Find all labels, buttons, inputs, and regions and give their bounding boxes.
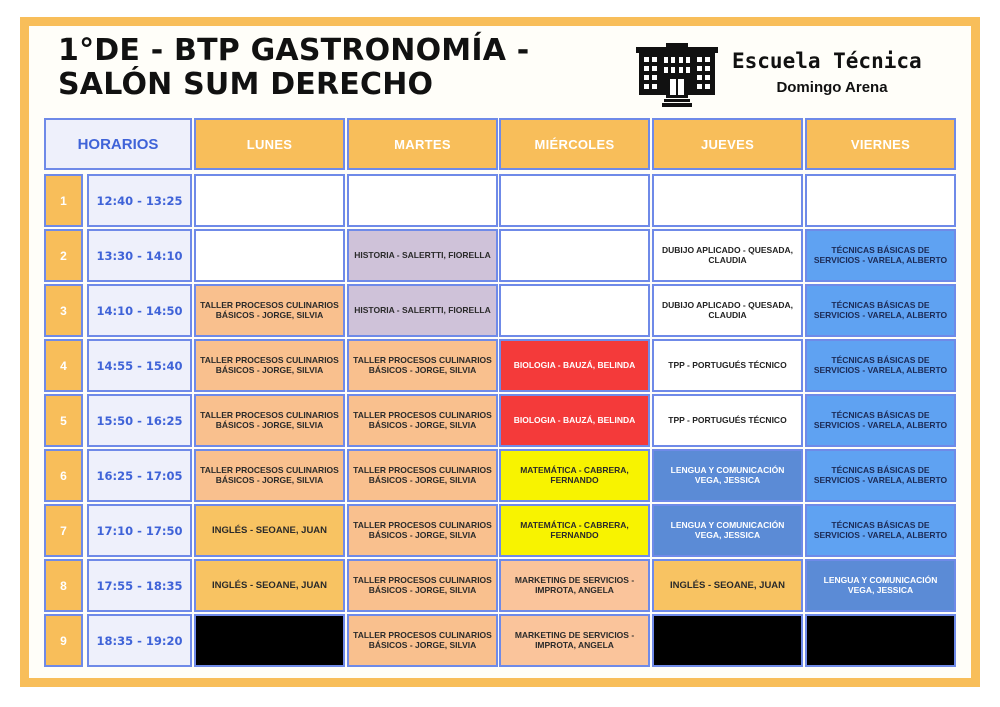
horarios-header: HORARIOS xyxy=(44,118,192,170)
school-subtitle: Domingo Arena xyxy=(776,79,888,96)
school-name: Escuela Técnica xyxy=(732,49,922,73)
period-time: 14:55 - 15:40 xyxy=(87,339,192,392)
schedule-cell: TALLER PROCESOS CULINARIOS BÁSICOS - JORGE, SILVIA xyxy=(194,284,345,337)
schedule-cell: INGLÉS - SEOANE, JUAN xyxy=(652,559,803,612)
schedule-cell: TALLER PROCESOS CULINARIOS BÁSICOS - JORGE, SILVIA xyxy=(347,449,498,502)
schedule-cell: TALLER PROCESOS CULINARIOS BÁSICOS - JORGE, SILVIA xyxy=(194,394,345,447)
schedule-cell: TÉCNICAS BÁSICAS DE SERVICIOS - VARELA, ALBERTO xyxy=(805,339,956,392)
period-number: 6 xyxy=(44,449,83,502)
schedule-cell xyxy=(499,229,650,282)
title-line-1: 1°DE - BTP GASTRONOMÍA - xyxy=(58,33,530,68)
period-number: 7 xyxy=(44,504,83,557)
period-time: 13:30 - 14:10 xyxy=(87,229,192,282)
day-header-jueves: JUEVES xyxy=(652,118,803,170)
schedule-cell: TALLER PROCESOS CULINARIOS BÁSICOS - JORGE, SILVIA xyxy=(347,559,498,612)
schedule-cell xyxy=(652,614,803,667)
period-time: 16:25 - 17:05 xyxy=(87,449,192,502)
schedule-cell: MARKETING DE SERVICIOS - IMPROTA, ANGELA xyxy=(499,559,650,612)
schedule-cell xyxy=(194,614,345,667)
schedule-cell: TÉCNICAS BÁSICAS DE SERVICIOS - VARELA, ALBERTO xyxy=(805,284,956,337)
schedule-cell: LENGUA Y COMUNICACIÓN VEGA, JESSICA xyxy=(805,559,956,612)
period-time: 14:10 - 14:50 xyxy=(87,284,192,337)
schedule-cell: TALLER PROCESOS CULINARIOS BÁSICOS - JORGE, SILVIA xyxy=(347,614,498,667)
day-header-lunes: LUNES xyxy=(194,118,345,170)
schedule-cell: INGLÉS - SEOANE, JUAN xyxy=(194,504,345,557)
schedule-cell xyxy=(805,614,956,667)
schedule-cell: HISTORIA - SALERTTI, FIORELLA xyxy=(347,229,498,282)
schedule-cell xyxy=(499,284,650,337)
schedule-cell xyxy=(194,174,345,227)
period-time: 18:35 - 19:20 xyxy=(87,614,192,667)
schedule-cell xyxy=(652,174,803,227)
schedule-cell: TALLER PROCESOS CULINARIOS BÁSICOS - JORGE, SILVIA xyxy=(347,394,498,447)
schedule-cell: TÉCNICAS BÁSICAS DE SERVICIOS - VARELA, ALBERTO xyxy=(805,504,956,557)
period-number: 4 xyxy=(44,339,83,392)
schedule-cell: TPP - PORTUGUÉS TÉCNICO xyxy=(652,339,803,392)
schedule-cell: MARKETING DE SERVICIOS - IMPROTA, ANGELA xyxy=(499,614,650,667)
schedule-cell: BIOLOGIA - BAUZÁ, BELINDA xyxy=(499,394,650,447)
schedule-cell: TÉCNICAS BÁSICAS DE SERVICIOS - VARELA, ALBERTO xyxy=(805,394,956,447)
period-number: 1 xyxy=(44,174,83,227)
day-header-miercoles: MIÉRCOLES xyxy=(499,118,650,170)
period-time: 17:10 - 17:50 xyxy=(87,504,192,557)
schedule-cell: LENGUA Y COMUNICACIÓN VEGA, JESSICA xyxy=(652,504,803,557)
period-number: 9 xyxy=(44,614,83,667)
schedule-cell: TALLER PROCESOS CULINARIOS BÁSICOS - JORGE, SILVIA xyxy=(194,339,345,392)
schedule-cell: INGLÉS - SEOANE, JUAN xyxy=(194,559,345,612)
day-header-viernes: VIERNES xyxy=(805,118,956,170)
day-header-martes: MARTES xyxy=(347,118,498,170)
schedule-cell: MATEMÁTICA - CABRERA, FERNANDO xyxy=(499,504,650,557)
schedule-cell: LENGUA Y COMUNICACIÓN VEGA, JESSICA xyxy=(652,449,803,502)
schedule-cell xyxy=(805,174,956,227)
schedule-cell: BIOLOGIA - BAUZÁ, BELINDA xyxy=(499,339,650,392)
schedule-cell: TPP - PORTUGUÉS TÉCNICO xyxy=(652,394,803,447)
period-number: 2 xyxy=(44,229,83,282)
period-time: 17:55 - 18:35 xyxy=(87,559,192,612)
schedule-cell: DUBIJO APLICADO - QUESADA, CLAUDIA xyxy=(652,229,803,282)
schedule-cell: TALLER PROCESOS CULINARIOS BÁSICOS - JORGE, SILVIA xyxy=(347,339,498,392)
schedule-cell: HISTORIA - SALERTTI, FIORELLA xyxy=(347,284,498,337)
period-number: 5 xyxy=(44,394,83,447)
schedule-cell: TALLER PROCESOS CULINARIOS BÁSICOS - JORGE, SILVIA xyxy=(347,504,498,557)
schedule-cell xyxy=(347,174,498,227)
title-line-2: SALÓN SUM DERECHO xyxy=(58,67,434,102)
schedule-cell xyxy=(194,229,345,282)
period-number: 3 xyxy=(44,284,83,337)
period-time: 12:40 - 13:25 xyxy=(87,174,192,227)
schedule-cell: MATEMÁTICA - CABRERA, FERNANDO xyxy=(499,449,650,502)
schedule-cell: TÉCNICAS BÁSICAS DE SERVICIOS - VARELA, ALBERTO xyxy=(805,229,956,282)
schedule-cell: DUBIJO APLICADO - QUESADA, CLAUDIA xyxy=(652,284,803,337)
schedule-cell xyxy=(499,174,650,227)
period-number: 8 xyxy=(44,559,83,612)
schedule-cell: TALLER PROCESOS CULINARIOS BÁSICOS - JORGE, SILVIA xyxy=(194,449,345,502)
period-time: 15:50 - 16:25 xyxy=(87,394,192,447)
schedule-cell: TÉCNICAS BÁSICAS DE SERVICIOS - VARELA, ALBERTO xyxy=(805,449,956,502)
